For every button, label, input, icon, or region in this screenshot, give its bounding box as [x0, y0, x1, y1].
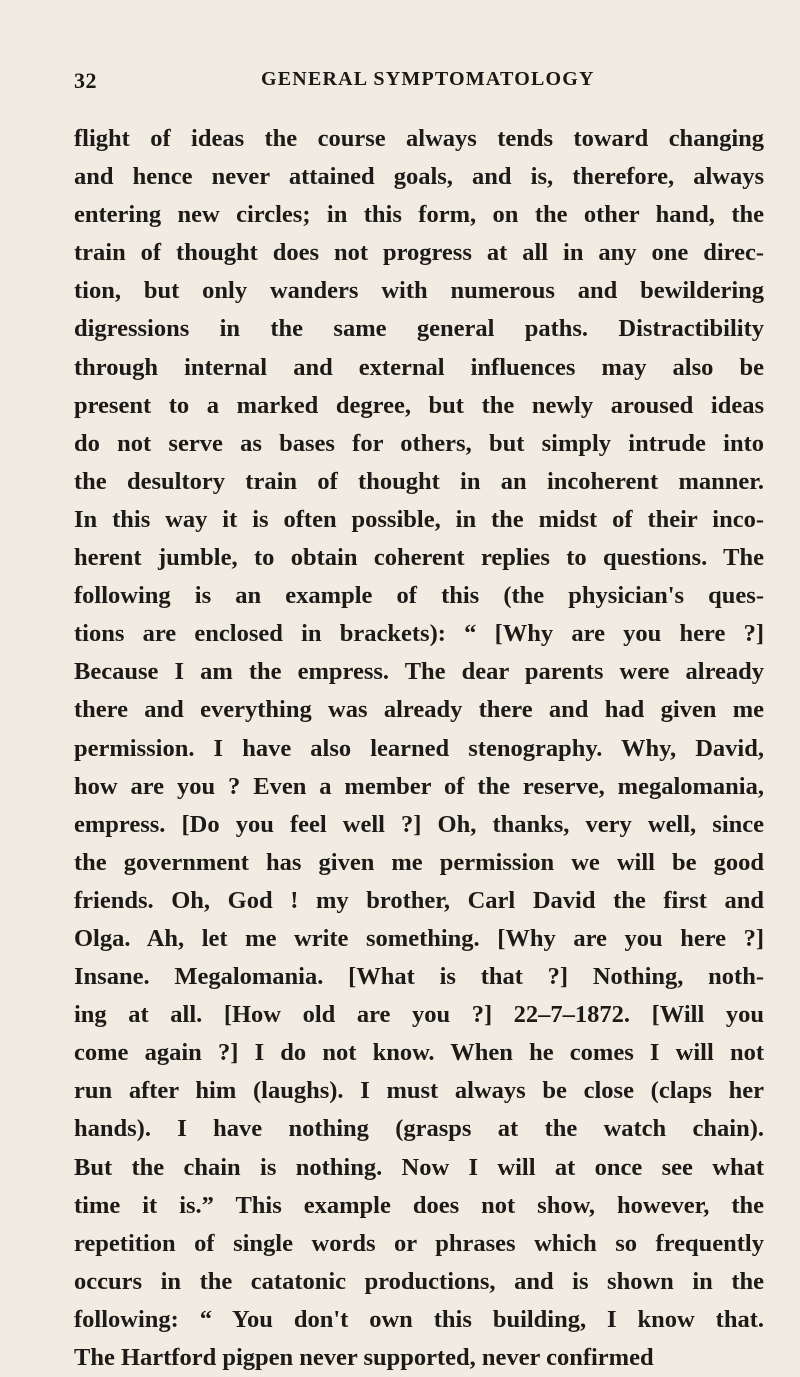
text-line: tion, but only wanders with numerous and bewildering: [74, 277, 764, 305]
text-line: friends. Oh, God ! my brother, Carl David the first and: [74, 886, 764, 914]
text-line: entering new circles; in this form, on the other hand, the: [74, 201, 764, 229]
text-line: train of thought does not progress at all in any one direc-: [74, 239, 764, 267]
text-line: Insane. Megalomania. [What is that ?] Nothing, noth-: [74, 963, 764, 991]
text-line: run after him (laughs). I must always be close (claps her: [74, 1077, 764, 1105]
text-line: through internal and external influences may also be: [74, 353, 764, 381]
text-line: Olga. Ah, let me write something. [Why are you here ?]: [74, 924, 764, 952]
body-paragraph: [74, 120, 764, 1377]
text-line: ing at all. [How old are you ?] 22–7–1872. [Will you: [74, 1001, 764, 1029]
text-line: do not serve as bases for others, but simply intrude into: [74, 429, 764, 457]
page-number: 32: [74, 68, 97, 93]
text-line: the government has given me permission we will be good: [74, 848, 764, 876]
text-line: flight of ideas the course always tends toward changing: [74, 125, 764, 152]
text-line: empress. [Do you feel well ?] Oh, thanks, very well, since: [74, 810, 764, 838]
text-line: following: “ You don't own this building, I know that.: [74, 1305, 764, 1333]
text-line: how are you ? Even a member of the reserve, megalomania,: [74, 772, 764, 800]
text-line: following is an example of this (the physician's ques-: [74, 582, 764, 610]
text-line: there and everything was already there and had given me: [74, 696, 764, 724]
text-line: Because I am the empress. The dear parents were already: [74, 658, 764, 686]
text-line: and hence never attained goals, and is, therefore, always: [74, 163, 764, 191]
text-line: the desultory train of thought in an incoherent manner.: [74, 467, 764, 495]
text-line: present to a marked degree, but the newly aroused ideas: [74, 391, 764, 419]
text-line: But the chain is nothing. Now I will at once see what: [74, 1153, 764, 1181]
text-line: permission. I have also learned stenography. Why, David,: [74, 734, 764, 762]
text-line: time it is.” This example does not show, however, the: [74, 1191, 764, 1219]
text-line: occurs in the catatonic productions, and is shown in the: [74, 1267, 764, 1295]
text-line: The Hartford pigpen never supported, never confirmed: [74, 1344, 654, 1371]
text-line: digressions in the same general paths. Distractibility: [74, 315, 764, 343]
page-header: [74, 68, 764, 96]
text-line: tions are enclosed in brackets): “ [Why are you here ?]: [74, 620, 764, 648]
text-line: repetition of single words or phrases which so frequently: [74, 1229, 764, 1257]
running-head: GENERAL SYMPTOMATOLOGY: [261, 68, 595, 90]
text-line: hands). I have nothing (grasps at the watch chain).: [74, 1115, 764, 1143]
text-line: In this way it is often possible, in the midst of their inco-: [74, 505, 764, 533]
text-line: come again ?] I do not know. When he comes I will not: [74, 1039, 764, 1067]
text-line: herent jumble, to obtain coherent replies to questions. The: [74, 544, 764, 572]
